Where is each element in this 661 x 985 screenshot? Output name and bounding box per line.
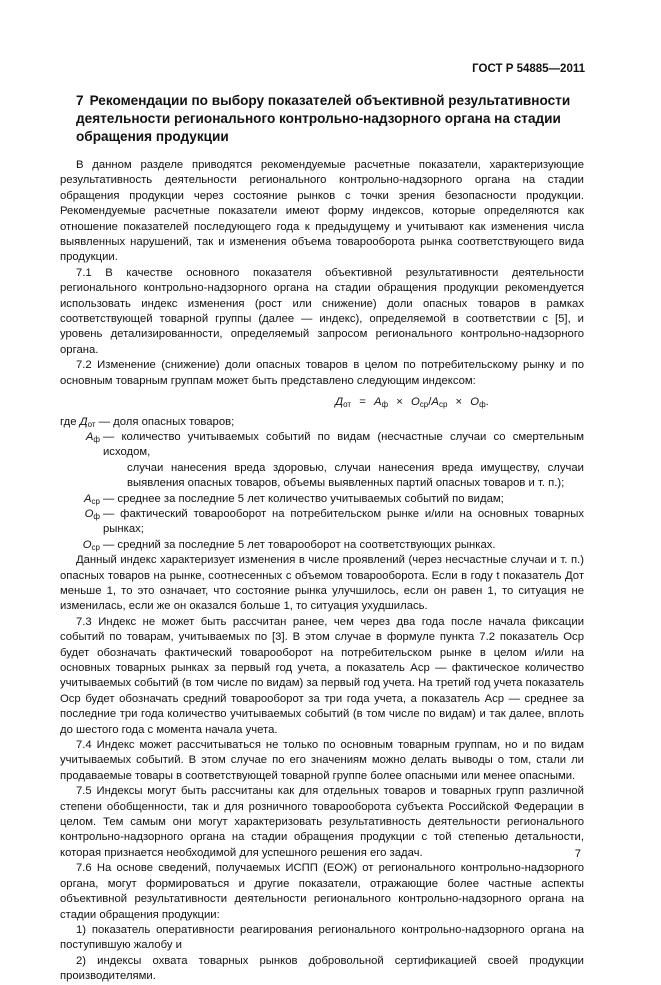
formula-equals: = <box>359 396 366 409</box>
standard-code: ГОСТ Р 54885—2011 <box>472 63 585 75</box>
legend-text-d: — доля опасных товаров; <box>98 415 235 428</box>
page-number: 7 <box>574 848 581 860</box>
intro-paragraph: В данном разделе приводятся рекомендуемые расчетные показатели, характеризующие результативность деятельности регионального контрольно-надзорного органа на стадии обращения продукции через состояние рынков с точки зрения безопасности продукции. Рекомендуемые расчетные показатели имеют форму индексов, которые определяются как отношение показателей последующего года к предыдущему и учитывают как изменения числа выявленных нарушений, так и изменения объема товарооборота рынка соответствующего вида продукции. <box>60 159 584 264</box>
formula-period: . <box>485 396 489 409</box>
legend-text-of: — фактический товарооборот на потребительском рынке и/или на основных товарных рынках; <box>103 507 584 536</box>
paragraph-7-3: 7.3 Индекс не может быть рассчитан ранее, чем через два года после начала фиксации событий по товарам, учитываемых по [3]. В этом случае в формуле пункта 7.2 показатель Оср будет обозначать фактический товарооборот на потребительском рынке в целом и/или на основных товарных рынках за первый год учета, а показатель Аср — фактическое количество учитываемых событий (в том числе по видам) за первый год учета. На третий год учета показатель Оср будет обозначать средний товарооборот за три года учета, а показатель Аср — среднее за последние три года количество учитываемых событий (в том числе по видам) и так далее, вплоть до шестого года с момента начала учета. <box>60 615 584 736</box>
section-heading <box>60 92 584 146</box>
list-item-2: 2) индексы охвата товарных рынков добровольной сертификацией своей продукции производителями. <box>60 954 584 983</box>
formula-ocp: $О_{ср}$ <box>411 396 429 410</box>
legend-row-acp <box>60 492 584 507</box>
legend-row-of <box>60 507 584 538</box>
paragraph-7-1: 7.1 В качестве основного показателя объективной результативности деятельности регионального контрольно-надзорного органа на стадии обращения продукции рекомендуется использовать индекс изменения (рост или снижение) доли опасных товаров в рамках соответствующей товарной группы (далее — индекс), определяемой в соответствии с [5], и уровень детализированности, определяемый запросом регионального контрольно-надзорного органа. <box>60 266 584 356</box>
page-content <box>60 92 584 985</box>
legend-row-d <box>60 415 584 430</box>
legend-symbol-acp: $А_{ср}$ <box>84 492 100 506</box>
index-formula <box>60 395 584 410</box>
legend-symbol-of: $О_ф$ <box>84 507 100 521</box>
formula-of: $О_ф$ <box>470 396 486 410</box>
paragraph-7-6: 7.6 На основе сведений, получаемых ИСПП (ЕОЖ) от регионального контрольно-надзорного органа, могут формироваться и другие показатели, отражающие более частные аспекты объективной результативности деятельности регионального контрольно-надзорного органа на стадии обращения продукции: <box>60 862 584 921</box>
section-title: Рекомендации по выбору показателей объективной результативности деятельности регионального контрольно-надзорного органа на стадии обращения продукции <box>76 93 571 144</box>
list-item-1: 1) показатель оперативности реагирования регионального контрольно-надзорного органа на поступившую жалобу и <box>60 923 584 952</box>
formula-times-2: × <box>455 396 463 409</box>
formula-af: $А_ф$ <box>373 396 389 410</box>
formula-d: $Д_{от}$ <box>335 396 352 410</box>
paragraph-7-5: 7.5 Индексы могут быть рассчитаны как для отдельных товаров и товарных групп различной степени обобщенности, так и для розничного товарооборота субъекта Российской Федерации в целом. Тем самым они могут характеризовать результативность деятельности регионального контрольно-надзорного органа на стадии обращения продукции с той степенью детальности, которая признается необходимой для успешного решения его задач. <box>60 785 584 859</box>
formula-times-1: × <box>396 396 403 409</box>
section-number: 7 <box>76 93 84 108</box>
index-explanation-paragraph: Данный индекс характеризует изменения в числе проявлений (через несчастные случаи и т. п.) опасных товаров на рынке, соотнесенных с объемом товарооборота. Если в году t показатель Дот меньше 1, то это означает, что состояние рынка улучшилось, если он равен 1, то ситуация не изменилась, если же он оказался больше 1, то ситуация ухудшилась. <box>60 554 584 613</box>
legend-symbol-ocp: $О_{ср}$ <box>82 538 100 552</box>
legend-row-af <box>60 430 584 492</box>
formula-acp: $А_{ср}$ <box>431 396 448 410</box>
formula-slash: / <box>428 396 432 409</box>
legend-symbol-d: $Д_{от}$ <box>79 415 96 429</box>
legend-row-ocp <box>60 538 584 553</box>
legend-text-ocp: — средний за последние 5 лет товарооборот на соответствующих рынках. <box>103 538 496 551</box>
paragraph-7-4: 7.4 Индекс может рассчитываться не только по основным товарным группам, но и по видам учитываемых событий. В этом случае по его значениям можно делать выводы о том, стали ли продаваемые товары в соответствующей товарной группе более опасными или менее опасными. <box>60 739 584 782</box>
formula-legend <box>60 415 584 554</box>
paragraph-7-2: 7.2 Изменение (снижение) доли опасных товаров в целом по потребительскому рынку и по основным товарным группам может быть представлено следующим индексом: <box>60 359 584 387</box>
legend-where: где <box>60 415 77 428</box>
legend-symbol-af: $А_ф$ <box>85 430 100 444</box>
legend-text-af: — количество учитываемых событий по видам (несчастные случаи со смертельным исходом, случаи нанесения вреда здоровью, случаи нанесения вреда имуществу, случаи выявления опасных товаров, объемы выявленных партий опасных товаров и т. п.); <box>103 430 584 490</box>
legend-text-acp: — среднее за последние 5 лет количество учитываемых событий по видам; <box>103 492 504 505</box>
